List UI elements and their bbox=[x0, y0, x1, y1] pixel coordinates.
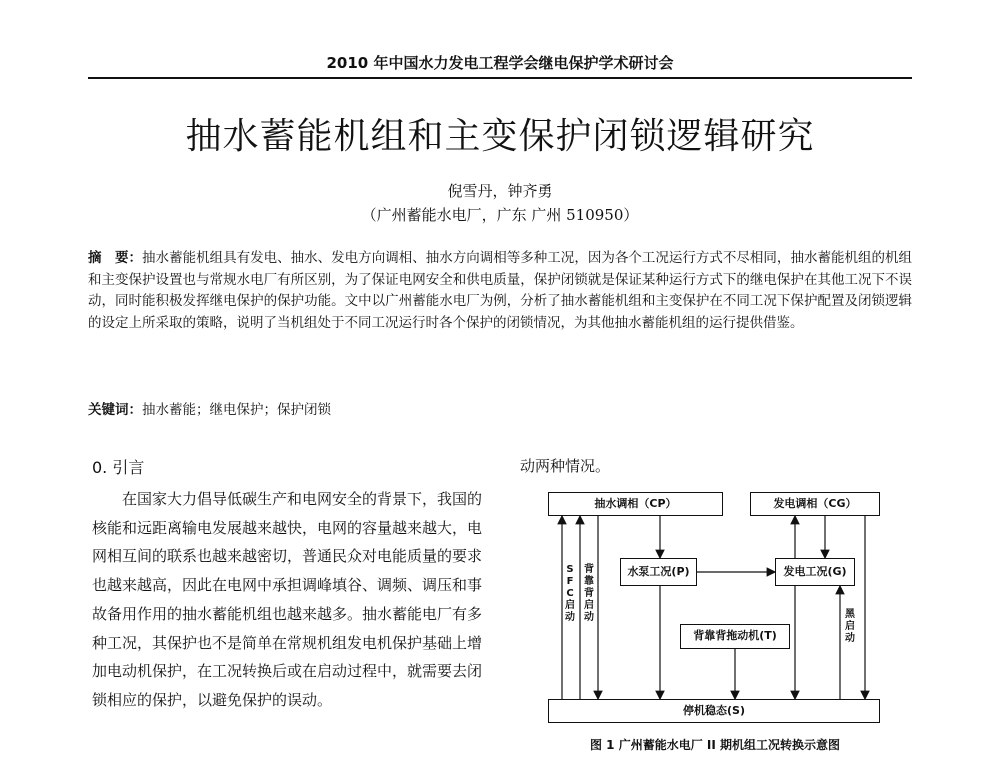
box-generate-mode: 发电工况(G) bbox=[775, 558, 855, 586]
paper-affiliation: （广州蓄能水电厂，广东 广州 510950） bbox=[361, 206, 639, 224]
label-black-start: 黑启动 bbox=[845, 609, 855, 644]
body-column-left bbox=[92, 485, 482, 715]
box-pump-mode: 水泵工况(P) bbox=[620, 558, 697, 586]
body-paragraph: 在国家大力倡导低碳生产和电网安全的背景下，我国的核能和远距离输电发展越来越快，电网的容量越来越大，电网相互间的联系也越来越密切，普通民众对电能质量的要求也越来越高，因此在电网中承担调峰填谷、调频、调压和事故备用作用的抽水蓄能机组也越来越多。抽水蓄能电厂有多种工况，其保护也不是简单在常规机组发电机保护基础上增加电动机保护，在工况转换后或在启动过程中，就需要去闭锁相应的保护，以避免保护的误动。 bbox=[92, 490, 483, 709]
keywords-label: 关键词： bbox=[88, 402, 142, 418]
body-column-right-text: 动两种情况。 bbox=[520, 457, 611, 475]
figure-caption: 图 1 广州蓄能水电厂 II 期机组工况转换示意图 bbox=[590, 738, 840, 752]
keywords bbox=[88, 398, 912, 418]
section-heading: 0. 引言 bbox=[92, 458, 145, 477]
label-sfc-start: SFC启动 bbox=[565, 564, 575, 623]
keywords-text: 抽水蓄能；继电保护；保护闭锁 bbox=[142, 402, 331, 418]
conference-header: 2010 年中国水力发电工程学会继电保护学术研讨会 bbox=[326, 54, 674, 72]
abstract-text: 抽水蓄能机组具有发电、抽水、发电方向调相、抽水方向调相等多种工况，因为各个工况运行方式不尽相同，抽水蓄能机组的机组和主变保护设置也与常规水电厂有所区别，为了保证电网安全和供电质量，保护闭锁就是保证某种运行方式下的继电保护在其他工况下不误动，同时能积极发挥继电保护的保护功能。文中以广州蓄能水电厂为例，分析了抽水蓄能机组和主变保护在不同工况下保护配置及闭锁逻辑的设定上所采取的策略，说明了当机组处于不同工况运行时各个保护的闭锁情况，为其他抽水蓄能机组的运行提供借鉴。 bbox=[88, 250, 913, 331]
box-generate-condenser: 发电调相（CG） bbox=[750, 492, 880, 516]
box-back-to-back: 背靠背拖动机(T) bbox=[680, 624, 790, 649]
box-standstill: 停机稳态(S) bbox=[548, 699, 880, 723]
paper-title: 抽水蓄能机组和主变保护闭锁逻辑研究 bbox=[185, 116, 815, 157]
abstract bbox=[88, 248, 912, 334]
header-rule bbox=[88, 77, 912, 79]
box-pump-condenser: 抽水调相（CP） bbox=[548, 492, 723, 516]
figure-diagram bbox=[540, 484, 890, 729]
abstract-label: 摘 要： bbox=[88, 250, 143, 266]
label-back-to-back-start: 背靠背启动 bbox=[584, 564, 594, 623]
paper-authors: 倪雪丹，钟齐勇 bbox=[447, 182, 553, 200]
